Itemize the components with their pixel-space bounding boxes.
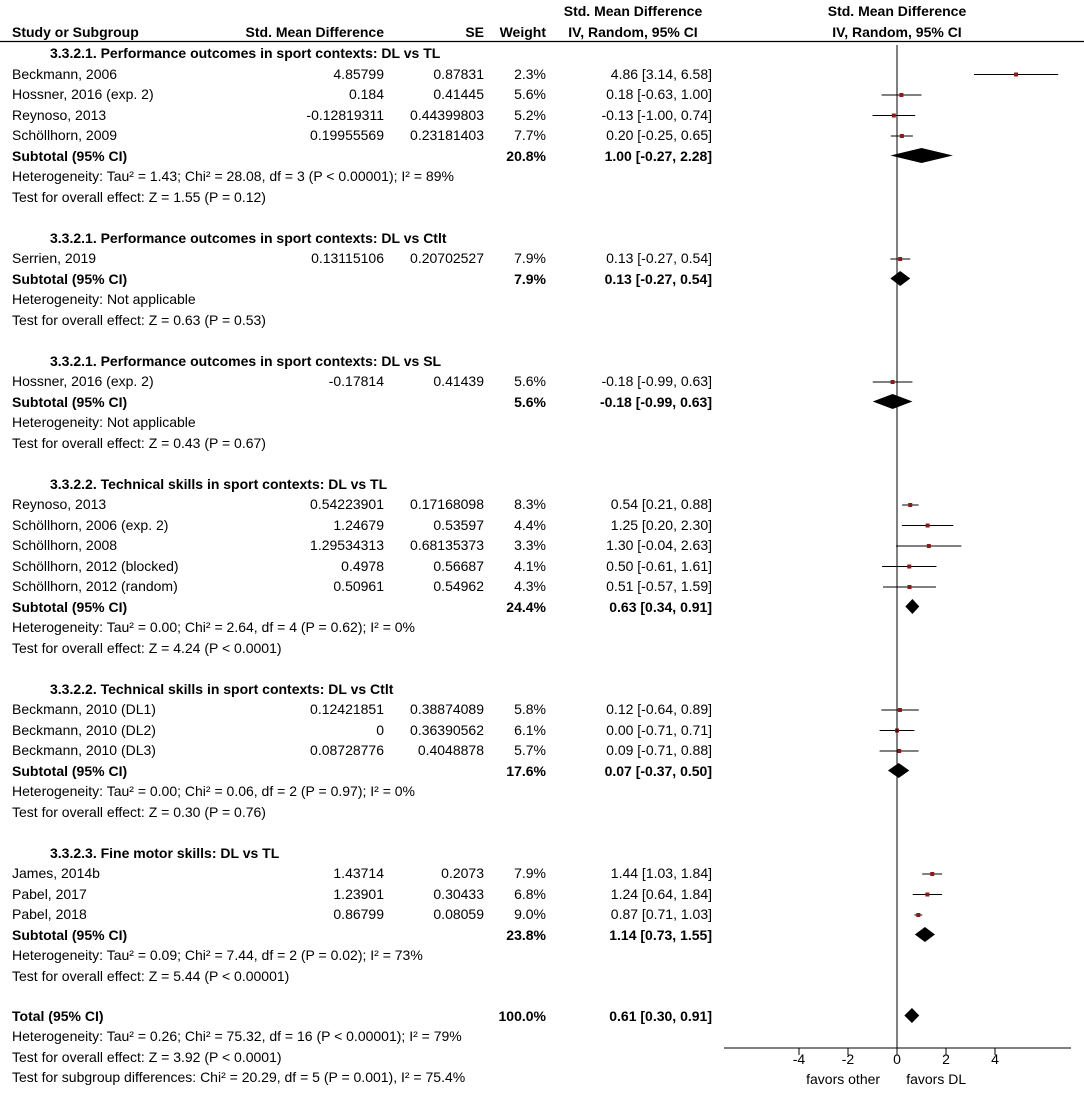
study-ci: 0.18 [-0.63, 1.00] xyxy=(606,86,712,102)
study-point xyxy=(908,503,912,507)
study-point xyxy=(907,585,911,589)
study-se: 0.41445 xyxy=(433,86,484,102)
subtotal-diamond xyxy=(915,927,935,942)
study-ci: 4.86 [3.14, 6.58] xyxy=(610,65,712,82)
overall-effect: Test for overall effect: Z = 5.44 (P < 0.00001) xyxy=(12,967,290,984)
study-point xyxy=(897,749,901,753)
heterogeneity: Heterogeneity: Tau² = 0.09; Chi² = 7.44, df = 2 (P = 0.02); I² = 73% xyxy=(12,947,423,963)
study-name: Beckmann, 2010 (DL3) xyxy=(12,742,156,758)
subtotal-ci: 0.07 [-0.37, 0.50] xyxy=(604,762,712,779)
study-name: Pabel, 2017 xyxy=(12,885,87,902)
study-smd: 1.29534313 xyxy=(310,537,384,553)
study-name: Schöllhorn, 2008 xyxy=(12,537,118,553)
study-smd: 0.19955569 xyxy=(310,127,384,143)
study-point xyxy=(930,872,934,876)
study-point xyxy=(925,893,929,897)
study-weight: 5.7% xyxy=(514,742,546,758)
total-overall-effect: Test for overall effect: Z = 3.92 (P < 0.0001) xyxy=(12,1048,282,1065)
study-ci: 0.09 [-0.71, 0.88] xyxy=(606,742,712,758)
study-smd: 0.4978 xyxy=(341,557,384,574)
x-tick-label: 2 xyxy=(942,1051,950,1067)
study-weight: 4.4% xyxy=(514,516,546,533)
study-ci: 1.24 [0.64, 1.84] xyxy=(610,885,712,902)
study-smd: 0.54223901 xyxy=(310,496,384,512)
heterogeneity: Heterogeneity: Tau² = 0.00; Chi² = 2.64, df = 4 (P = 0.62); I² = 0% xyxy=(12,619,415,635)
study-se: 0.41439 xyxy=(433,373,484,389)
heterogeneity: Heterogeneity: Not applicable xyxy=(12,291,196,307)
subtotal-weight: 23.8% xyxy=(506,926,546,943)
subtotal-weight: 17.6% xyxy=(506,762,546,779)
study-weight: 6.1% xyxy=(514,721,546,738)
study-name: Schöllhorn, 2009 xyxy=(12,127,118,143)
study-weight: 2.3% xyxy=(514,65,546,82)
study-weight: 5.2% xyxy=(514,106,546,123)
header-smd: Std. Mean Difference xyxy=(245,24,384,40)
total-label: Total (95% CI) xyxy=(12,1007,104,1024)
study-ci: -0.18 [-0.99, 0.63] xyxy=(601,373,712,389)
subtotal-weight: 20.8% xyxy=(506,147,546,164)
header-study: Study or Subgroup xyxy=(12,24,139,40)
subtotal-diamond xyxy=(888,763,909,778)
study-se: 0.17168098 xyxy=(410,496,484,512)
header-ci-top: Std. Mean Difference xyxy=(563,3,703,19)
total-weight: 100.0% xyxy=(498,1007,546,1024)
study-se: 0.30433 xyxy=(433,885,484,902)
study-se: 0.38874089 xyxy=(410,701,484,717)
subtotal-label: Subtotal (95% CI) xyxy=(12,598,128,615)
study-smd: 0.50961 xyxy=(333,578,384,594)
study-ci: 0.12 [-0.64, 0.89] xyxy=(606,701,712,717)
subtotal-weight: 5.6% xyxy=(514,393,546,410)
study-ci: 0.51 [-0.57, 1.59] xyxy=(606,578,712,594)
study-weight: 9.0% xyxy=(514,906,546,922)
study-name: Schöllhorn, 2012 (random) xyxy=(12,578,178,594)
study-se: 0.08059 xyxy=(433,906,484,922)
study-ci: 0.20 [-0.25, 0.65] xyxy=(606,127,712,143)
study-ci: 1.44 [1.03, 1.84] xyxy=(610,865,712,881)
study-se: 0.20702527 xyxy=(410,250,484,266)
overall-effect: Test for overall effect: Z = 0.30 (P = 0.76) xyxy=(12,803,266,820)
subgroup-title: 3.3.2.1. Performance outcomes in sport contexts: DL vs TL xyxy=(50,45,441,61)
study-smd: 1.24679 xyxy=(333,516,384,533)
study-se: 0.23181403 xyxy=(410,127,484,143)
subtotal-ci: 1.14 [0.73, 1.55] xyxy=(609,926,712,943)
study-name: Beckmann, 2006 xyxy=(12,65,118,82)
header-plot-bottom: IV, Random, 95% CI xyxy=(832,24,962,40)
study-se: 0.56687 xyxy=(433,557,484,574)
overall-effect: Test for overall effect: Z = 0.63 (P = 0.53) xyxy=(12,311,266,328)
study-smd: 0.12421851 xyxy=(310,701,384,717)
study-smd: 1.43714 xyxy=(333,865,384,881)
study-se: 0.53597 xyxy=(433,516,484,533)
study-point xyxy=(927,544,931,548)
study-name: Pabel, 2018 xyxy=(12,906,87,922)
subtotal-label: Subtotal (95% CI) xyxy=(12,147,128,164)
study-point xyxy=(926,524,930,528)
study-name: Reynoso, 2013 xyxy=(12,106,107,123)
study-ci: 0.50 [-0.61, 1.61] xyxy=(606,557,712,574)
subgroup-title: 3.3.2.3. Fine motor skills: DL vs TL xyxy=(50,844,280,861)
study-name: Reynoso, 2013 xyxy=(12,496,107,512)
subtotal-diamond xyxy=(905,599,919,614)
study-ci: 0.87 [0.71, 1.03] xyxy=(610,906,712,922)
total-heterogeneity: Heterogeneity: Tau² = 0.26; Chi² = 75.32, df = 16 (P < 0.00001); I² = 79% xyxy=(12,1028,462,1044)
study-weight: 3.3% xyxy=(514,537,546,553)
study-se: 0.54962 xyxy=(433,578,484,594)
heterogeneity: Heterogeneity: Tau² = 0.00; Chi² = 0.06, df = 2 (P = 0.97); I² = 0% xyxy=(12,783,415,799)
study-name: Beckmann, 2010 (DL2) xyxy=(12,721,156,738)
study-smd: -0.12819311 xyxy=(306,106,384,123)
x-tick-label: 0 xyxy=(893,1051,901,1067)
x-tick-label: -4 xyxy=(792,1051,806,1067)
heterogeneity: Heterogeneity: Tau² = 1.43; Chi² = 28.08, df = 3 (P < 0.00001); I² = 89% xyxy=(12,168,454,184)
study-point xyxy=(891,380,895,384)
study-weight: 6.8% xyxy=(514,885,546,902)
subtotal-weight: 7.9% xyxy=(514,270,546,287)
study-point xyxy=(892,114,896,118)
study-name: Hossner, 2016 (exp. 2) xyxy=(12,373,154,389)
study-name: Serrien, 2019 xyxy=(12,250,97,266)
study-point xyxy=(899,93,903,97)
study-weight: 7.7% xyxy=(514,127,546,143)
subtotal-label: Subtotal (95% CI) xyxy=(12,926,128,943)
favors-right-label: favors DL xyxy=(906,1071,967,1087)
subtotal-label: Subtotal (95% CI) xyxy=(12,270,128,287)
study-weight: 5.6% xyxy=(514,373,546,389)
total-diamond xyxy=(904,1008,919,1023)
study-se: 0.44399803 xyxy=(410,106,484,123)
study-name: Schöllhorn, 2006 (exp. 2) xyxy=(12,516,169,533)
subtotal-weight: 24.4% xyxy=(506,598,546,615)
study-point xyxy=(900,134,904,138)
study-weight: 5.6% xyxy=(514,86,546,102)
subgroup-title: 3.3.2.1. Performance outcomes in sport contexts: DL vs SL xyxy=(50,352,442,369)
header-plot-top: Std. Mean Difference xyxy=(827,3,967,19)
study-name: Beckmann, 2010 (DL1) xyxy=(12,701,156,717)
study-weight: 4.1% xyxy=(514,557,546,574)
header-se: SE xyxy=(465,24,484,40)
study-ci: 0.13 [-0.27, 0.54] xyxy=(606,250,712,266)
subgroup-title: 3.3.2.1. Performance outcomes in sport contexts: DL vs Ctlt xyxy=(50,229,447,246)
study-smd: 0.13115106 xyxy=(311,250,384,266)
overall-effect: Test for overall effect: Z = 0.43 (P = 0.67) xyxy=(12,434,266,451)
study-point xyxy=(898,708,902,712)
header-weight: Weight xyxy=(499,24,546,40)
subtotal-diamond xyxy=(890,148,952,163)
study-smd: 0.184 xyxy=(348,86,384,102)
study-smd: -0.17814 xyxy=(328,373,384,389)
study-name: James, 2014b xyxy=(12,865,100,881)
subtotal-ci: 0.13 [-0.27, 0.54] xyxy=(604,270,712,287)
study-name: Schöllhorn, 2012 (blocked) xyxy=(12,557,179,574)
study-weight: 7.9% xyxy=(514,250,546,266)
study-ci: -0.13 [-1.00, 0.74] xyxy=(601,106,712,123)
study-ci: 0.00 [-0.71, 0.71] xyxy=(606,721,712,738)
subtotal-diamond xyxy=(890,271,910,286)
heterogeneity: Heterogeneity: Not applicable xyxy=(12,414,196,430)
subtotal-ci: 0.63 [0.34, 0.91] xyxy=(609,598,712,615)
study-se: 0.68135373 xyxy=(410,537,484,553)
x-tick-label: -2 xyxy=(841,1051,855,1067)
subtotal-ci: 1.00 [-0.27, 2.28] xyxy=(604,147,712,164)
study-point xyxy=(907,565,911,569)
study-name: Hossner, 2016 (exp. 2) xyxy=(12,86,154,102)
study-ci: 1.30 [-0.04, 2.63] xyxy=(606,537,712,553)
favors-left-label: favors other xyxy=(806,1071,881,1087)
study-point xyxy=(916,913,920,917)
study-weight: 4.3% xyxy=(514,578,546,594)
x-tick-label: 4 xyxy=(991,1051,999,1067)
study-point xyxy=(898,257,902,261)
study-smd: 1.23901 xyxy=(333,885,384,902)
study-ci: 0.54 [0.21, 0.88] xyxy=(610,496,712,512)
study-point xyxy=(1014,73,1018,77)
study-weight: 5.8% xyxy=(514,701,546,717)
study-se: 0.87831 xyxy=(433,65,484,82)
subtotal-label: Subtotal (95% CI) xyxy=(12,762,128,779)
study-ci: 1.25 [0.20, 2.30] xyxy=(610,516,712,533)
study-weight: 7.9% xyxy=(514,865,546,881)
study-smd: 0.08728776 xyxy=(310,742,384,758)
study-smd: 0.86799 xyxy=(333,906,384,922)
subtotal-ci: -0.18 [-0.99, 0.63] xyxy=(599,393,712,410)
subgroup-title: 3.3.2.2. Technical skills in sport contexts: DL vs TL xyxy=(50,475,388,492)
overall-effect: Test for overall effect: Z = 1.55 (P = 0.12) xyxy=(12,188,266,205)
subgroup-differences: Test for subgroup differences: Chi² = 20.29, df = 5 (P = 0.001), I² = 75.4% xyxy=(12,1069,466,1085)
study-smd: 4.85799 xyxy=(333,65,384,82)
study-se: 0.4048878 xyxy=(417,742,484,758)
study-se: 0.2073 xyxy=(441,865,484,881)
study-se: 0.36390562 xyxy=(410,721,484,738)
subtotal-diamond xyxy=(873,394,913,409)
study-smd: 0 xyxy=(376,721,384,738)
header-ci-bottom: IV, Random, 95% CI xyxy=(568,24,698,40)
study-weight: 8.3% xyxy=(514,496,546,512)
subgroup-title: 3.3.2.2. Technical skills in sport contexts: DL vs Ctlt xyxy=(50,680,394,697)
overall-effect: Test for overall effect: Z = 4.24 (P < 0.0001) xyxy=(12,639,282,656)
subtotal-label: Subtotal (95% CI) xyxy=(12,393,128,410)
total-ci: 0.61 [0.30, 0.91] xyxy=(609,1007,712,1024)
